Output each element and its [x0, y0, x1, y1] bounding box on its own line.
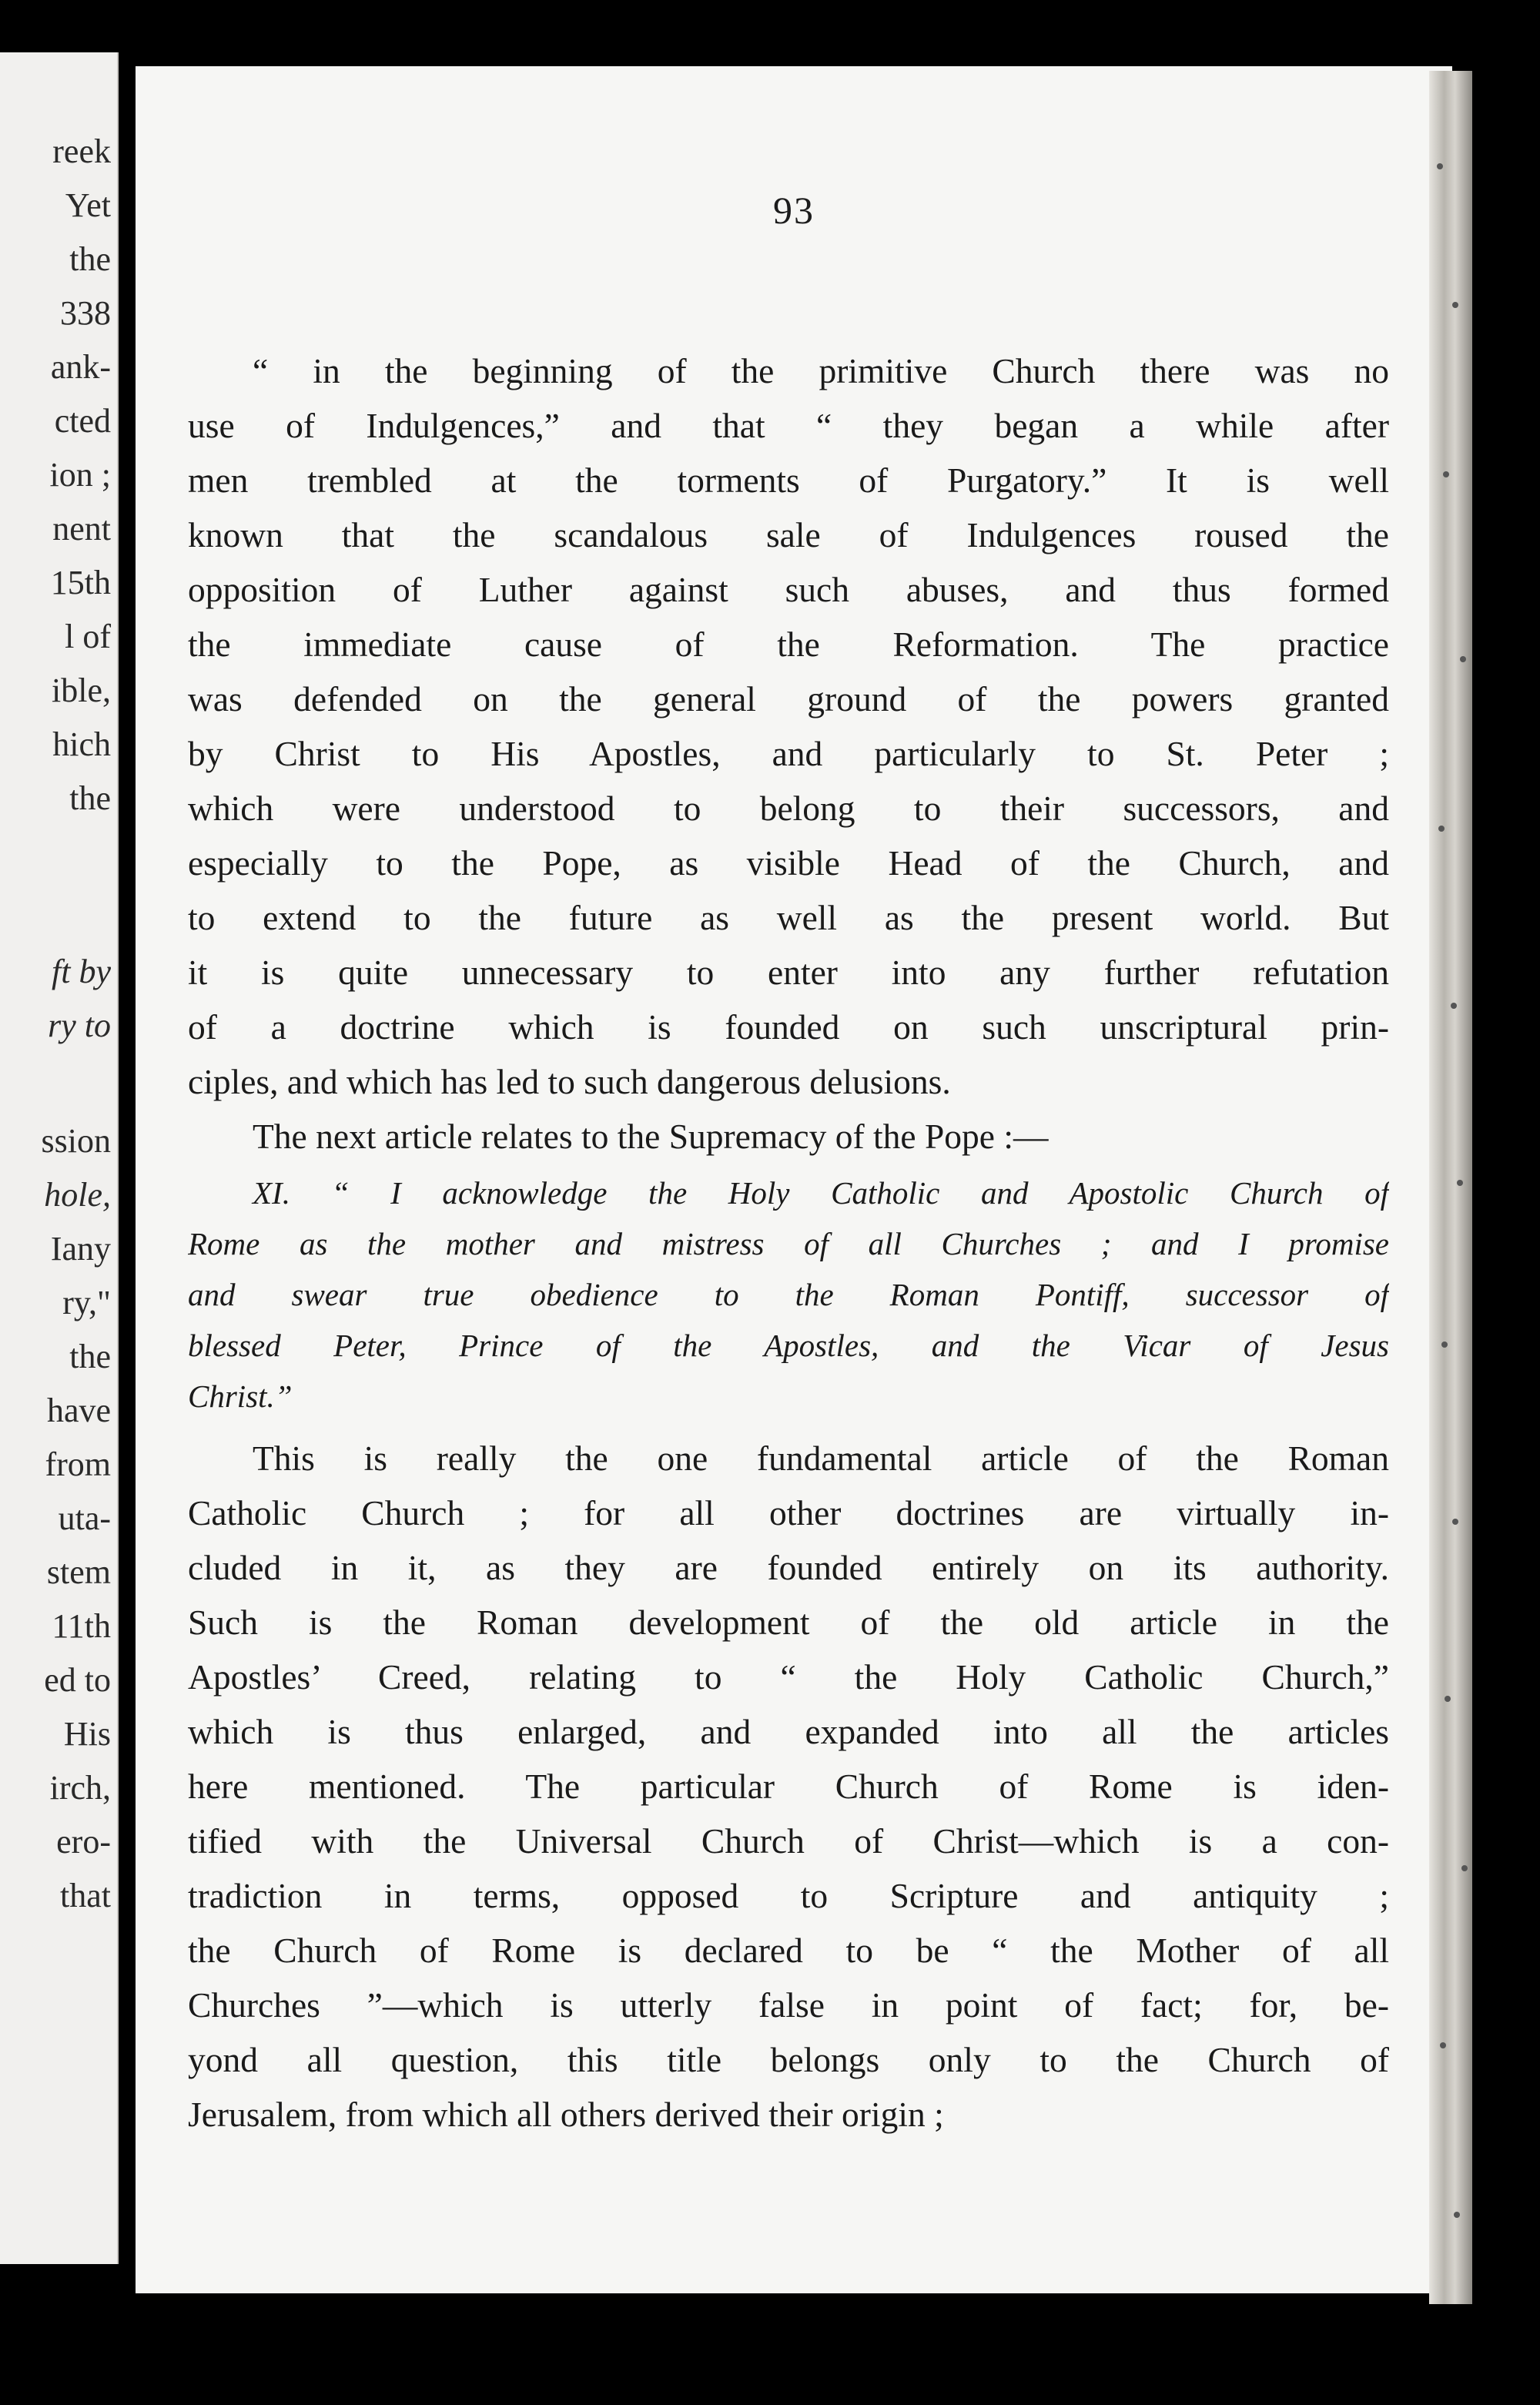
previous-page-fragment: from [45, 1445, 111, 1483]
previous-page-fragment: hole, [44, 1176, 111, 1214]
previous-page-fragment: reek [52, 132, 111, 170]
quote-line: blessed Peter, Prince of the Apostles, and the Vicar of Jesus [188, 1328, 1389, 1363]
previous-page-fragment: ible, [52, 672, 111, 709]
previous-page-fragment: Yet [65, 186, 111, 224]
quote-line: and swear true obedience to the Roman Pontiff, successor of [188, 1277, 1389, 1312]
paragraph-line: cluded in it, as they are founded entirely on its authority. [188, 1548, 1389, 1587]
paragraph-line: by Christ to His Apostles, and particularly to St. Peter ; [188, 734, 1389, 773]
previous-page-fragment: uta- [58, 1499, 111, 1537]
previous-page-fragment: hich [52, 725, 111, 763]
paragraph-line: it is quite unnecessary to enter into any further refutation [188, 953, 1389, 992]
page-number: 93 [773, 189, 815, 232]
previous-page-fragment: nent [52, 510, 111, 548]
paragraph-line: yond all question, this title belongs only to the Church of [188, 2040, 1389, 2079]
paragraph-line: of a doctrine which is founded on such unscriptural prin- [188, 1007, 1389, 1047]
paragraph-line: was defended on the general ground of the powers granted [188, 679, 1389, 718]
paragraph-line: Churches ”—which is utterly false in point of fact; for, be- [188, 1985, 1389, 2025]
previous-page-edge [0, 52, 119, 2264]
previous-page-fragment: ank- [50, 348, 111, 386]
page-binding-edge [1429, 71, 1472, 2304]
previous-page-fragment: that [60, 1877, 111, 1914]
previous-page-fragment: irch, [49, 1769, 111, 1807]
paragraph-line: tified with the Universal Church of Christ—which is a con- [188, 1821, 1389, 1861]
paragraph-line: This is really the one fundamental article of the Roman [253, 1439, 1389, 1478]
paragraph-line: which is thus enlarged, and expanded into all the articles [188, 1712, 1389, 1751]
previous-page-fragment: ion ; [49, 456, 111, 494]
book-page [136, 66, 1452, 2293]
paragraph-line: opposition of Luther against such abuses, and thus formed [188, 570, 1389, 609]
previous-page-fragment: ed to [44, 1661, 111, 1699]
previous-page-fragment: ry," [62, 1284, 111, 1321]
paragraph-line: tradiction in terms, opposed to Scripture and antiquity ; [188, 1876, 1389, 1915]
paragraph-line: ciples, and which has led to such dangerous delusions. [188, 1062, 951, 1101]
previous-page-fragment: cted [54, 402, 111, 440]
paragraph-line: here mentioned. The particular Church of Rome is iden- [188, 1767, 1389, 1806]
paragraph-line: Such is the Roman development of the old article in the [188, 1603, 1389, 1642]
previous-page-fragment: ft by [52, 953, 111, 990]
quote-line: Christ.” [188, 1378, 293, 1414]
previous-page-fragment: 11th [52, 1607, 111, 1645]
paragraph-line: Apostles’ Creed, relating to “ the Holy Catholic Church,” [188, 1657, 1389, 1697]
paragraph-line: which were understood to belong to their successors, and [188, 789, 1389, 828]
paragraph-line: to extend to the future as well as the present world. But [188, 898, 1389, 937]
paragraph-line: especially to the Pope, as visible Head of the Church, and [188, 843, 1389, 883]
previous-page-fragment: the [69, 1338, 111, 1375]
previous-page-fragment: His [63, 1715, 111, 1753]
article-quote [188, 1167, 1389, 1422]
previous-page-fragment: the [69, 779, 111, 817]
section-intro [188, 1109, 1389, 1164]
previous-page-fragment: ry to [48, 1007, 111, 1044]
quote-line: Rome as the mother and mistress of all Churches ; and I promise [188, 1226, 1389, 1261]
paragraph-line: use of Indulgences,” and that “ they began a while after [188, 406, 1389, 445]
previous-page-fragment: ssion [41, 1122, 111, 1160]
paragraph-2 [188, 1431, 1389, 2142]
previous-page-fragment: 15th [50, 564, 111, 601]
previous-page-fragment: stem [46, 1553, 111, 1591]
paragraph-line: Catholic Church ; for all other doctrines are virtually in- [188, 1493, 1389, 1532]
paragraph-1 [188, 343, 1389, 1109]
previous-page-fragment: l of [65, 618, 111, 655]
paragraph-line: “ in the beginning of the primitive Church there was no [253, 351, 1389, 390]
previous-page-fragment: ero- [56, 1823, 111, 1861]
paragraph-line: the Church of Rome is declared to be “ the Mother of all [188, 1931, 1389, 1970]
previous-page-fragment: have [46, 1392, 111, 1429]
paragraph-line: men trembled at the torments of Purgatory.” It is well [188, 461, 1389, 500]
paragraph-line: the immediate cause of the Reformation. The practice [188, 625, 1389, 664]
previous-page-fragment: Iany [50, 1230, 111, 1268]
previous-page-fragment: 338 [60, 294, 111, 332]
paragraph-line: Jerusalem, from which all others derived their origin ; [188, 2095, 944, 2134]
paragraph-line: known that the scandalous sale of Indulgences roused the [188, 515, 1389, 554]
quote-line: XI. “ I acknowledge the Holy Catholic and Apostolic Church of [253, 1175, 1389, 1211]
section-intro-line: The next article relates to the Supremacy of the Pope :— [253, 1117, 1049, 1156]
previous-page-fragment: the [69, 240, 111, 278]
